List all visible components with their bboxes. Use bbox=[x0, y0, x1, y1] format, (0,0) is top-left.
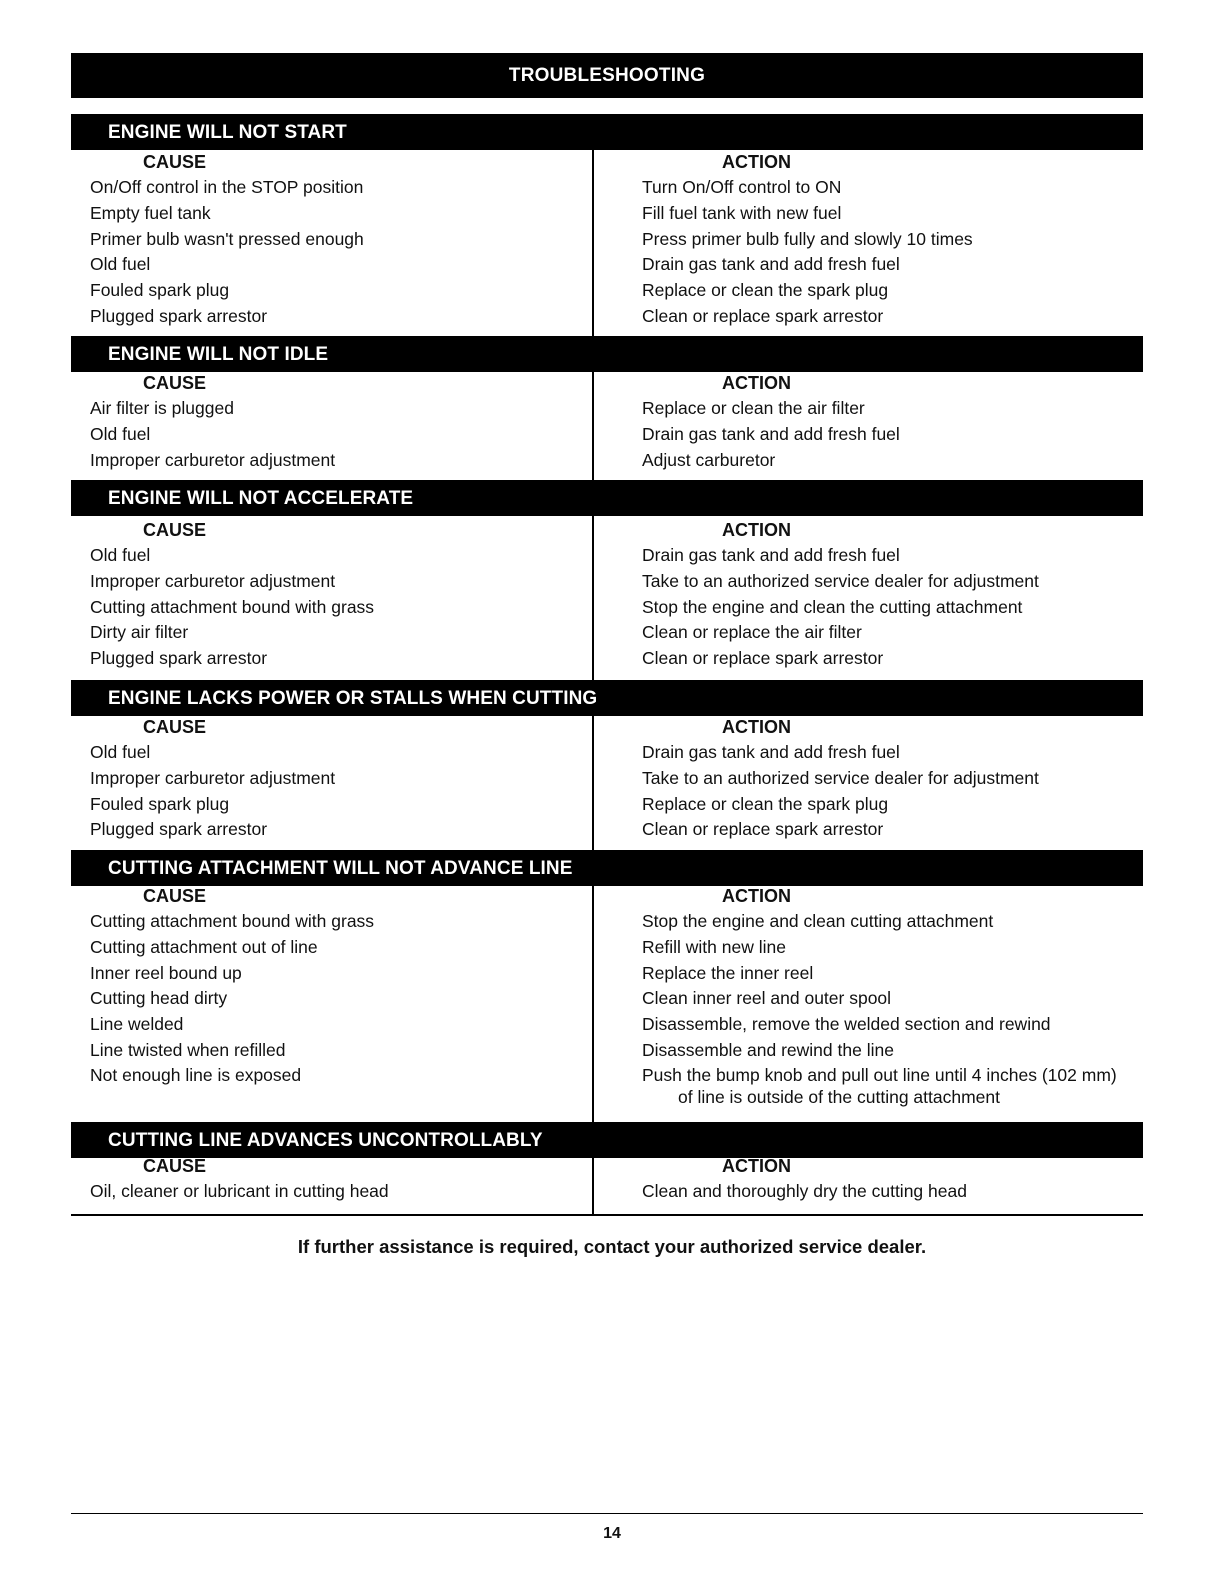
section-heading: ENGINE WILL NOT IDLE bbox=[71, 336, 1143, 372]
cause-cell: Cutting attachment bound with grass bbox=[90, 597, 375, 617]
action-cell: Take to an authorized service dealer for adjustment bbox=[642, 571, 1039, 591]
footer-rule bbox=[71, 1513, 1143, 1514]
cause-cell: Empty fuel tank bbox=[90, 203, 211, 223]
section-heading: ENGINE LACKS POWER OR STALLS WHEN CUTTING bbox=[71, 680, 1143, 716]
action-cell-continued: of line is outside of the cutting attachment bbox=[678, 1087, 1000, 1107]
cause-cell: Not enough line is exposed bbox=[90, 1065, 302, 1085]
section-heading: CUTTING LINE ADVANCES UNCONTROLLABLY bbox=[71, 1122, 1143, 1158]
action-cell: Drain gas tank and add fresh fuel bbox=[642, 742, 900, 762]
action-cell: Clean or replace spark arrestor bbox=[642, 306, 884, 326]
cause-cell: Dirty air filter bbox=[90, 622, 189, 642]
column-divider bbox=[592, 516, 594, 680]
cause-cell: Fouled spark plug bbox=[90, 794, 230, 814]
cause-cell: Improper carburetor adjustment bbox=[90, 768, 336, 788]
cause-cell: Line welded bbox=[90, 1014, 184, 1034]
cause-cell: Improper carburetor adjustment bbox=[90, 571, 336, 591]
action-header: ACTION bbox=[722, 717, 791, 737]
section-heading: CUTTING ATTACHMENT WILL NOT ADVANCE LINE bbox=[71, 850, 1143, 886]
cause-cell: Improper carburetor adjustment bbox=[90, 450, 336, 470]
cause-cell: Plugged spark arrestor bbox=[90, 648, 268, 668]
action-cell: Adjust carburetor bbox=[642, 450, 776, 470]
column-divider bbox=[592, 716, 594, 850]
action-cell: Replace or clean the spark plug bbox=[642, 794, 889, 814]
column-divider bbox=[592, 150, 594, 337]
cause-cell: Plugged spark arrestor bbox=[90, 306, 268, 326]
action-cell: Fill fuel tank with new fuel bbox=[642, 203, 842, 223]
cause-cell: Inner reel bound up bbox=[90, 963, 242, 983]
action-cell: Take to an authorized service dealer for adjustment bbox=[642, 768, 1039, 788]
cause-header: CAUSE bbox=[143, 886, 207, 906]
action-header: ACTION bbox=[722, 886, 791, 906]
action-cell: Clean or replace spark arrestor bbox=[642, 648, 884, 668]
cause-cell: Primer bulb wasn't pressed enough bbox=[90, 229, 364, 249]
page-number: 14 bbox=[603, 1525, 621, 1542]
action-cell: Clean inner reel and outer spool bbox=[642, 988, 892, 1008]
cause-cell: Line twisted when refilled bbox=[90, 1040, 286, 1060]
cause-header: CAUSE bbox=[143, 520, 207, 540]
action-cell: Refill with new line bbox=[642, 937, 786, 957]
section-heading: ENGINE WILL NOT ACCELERATE bbox=[71, 480, 1143, 516]
table-bottom-rule bbox=[71, 1214, 1143, 1216]
cause-cell: Old fuel bbox=[90, 254, 151, 274]
cause-header: CAUSE bbox=[143, 717, 207, 737]
action-cell: Replace the inner reel bbox=[642, 963, 814, 983]
column-divider bbox=[592, 886, 594, 1122]
action-cell: Turn On/Off control to ON bbox=[642, 177, 842, 197]
cause-header: CAUSE bbox=[143, 373, 207, 393]
cause-cell: Fouled spark plug bbox=[90, 280, 230, 300]
cause-cell: Old fuel bbox=[90, 742, 151, 762]
action-cell: Drain gas tank and add fresh fuel bbox=[642, 545, 900, 565]
action-cell: Clean or replace the air filter bbox=[642, 622, 862, 642]
column-divider bbox=[592, 1158, 594, 1214]
action-cell: Press primer bulb fully and slowly 10 times bbox=[642, 229, 973, 249]
cause-cell: Cutting head dirty bbox=[90, 988, 228, 1008]
cause-cell: Cutting attachment out of line bbox=[90, 937, 318, 957]
action-cell: Stop the engine and clean the cutting attachment bbox=[642, 597, 1023, 617]
page-title: TROUBLESHOOTING bbox=[71, 53, 1143, 98]
action-header: ACTION bbox=[722, 520, 791, 540]
action-header: ACTION bbox=[722, 373, 791, 393]
action-cell: Clean and thoroughly dry the cutting head bbox=[642, 1181, 967, 1201]
cause-cell: Plugged spark arrestor bbox=[90, 819, 268, 839]
cause-cell: Air filter is plugged bbox=[90, 398, 234, 418]
action-cell: Disassemble and rewind the line bbox=[642, 1040, 894, 1060]
column-divider bbox=[592, 372, 594, 480]
cause-cell: Cutting attachment bound with grass bbox=[90, 911, 375, 931]
cause-cell: Old fuel bbox=[90, 424, 151, 444]
action-cell: Drain gas tank and add fresh fuel bbox=[642, 424, 900, 444]
action-cell: Replace or clean the air filter bbox=[642, 398, 865, 418]
action-cell: Replace or clean the spark plug bbox=[642, 280, 889, 300]
cause-cell: On/Off control in the STOP position bbox=[90, 177, 364, 197]
section-heading: ENGINE WILL NOT START bbox=[71, 114, 1143, 150]
footer-note: If further assistance is required, contact your authorized service dealer. bbox=[297, 1236, 927, 1257]
cause-cell: Oil, cleaner or lubricant in cutting head bbox=[90, 1181, 389, 1201]
action-header: ACTION bbox=[722, 152, 791, 172]
cause-header: CAUSE bbox=[143, 152, 207, 172]
action-header: ACTION bbox=[722, 1156, 791, 1176]
cause-header: CAUSE bbox=[143, 1156, 207, 1176]
cause-cell: Old fuel bbox=[90, 545, 151, 565]
action-cell: Push the bump knob and pull out line until 4 inches (102 mm) bbox=[642, 1065, 1117, 1085]
action-cell: Disassemble, remove the welded section and rewind bbox=[642, 1014, 1051, 1034]
action-cell: Stop the engine and clean cutting attachment bbox=[642, 911, 994, 931]
action-cell: Drain gas tank and add fresh fuel bbox=[642, 254, 900, 274]
action-cell: Clean or replace spark arrestor bbox=[642, 819, 884, 839]
